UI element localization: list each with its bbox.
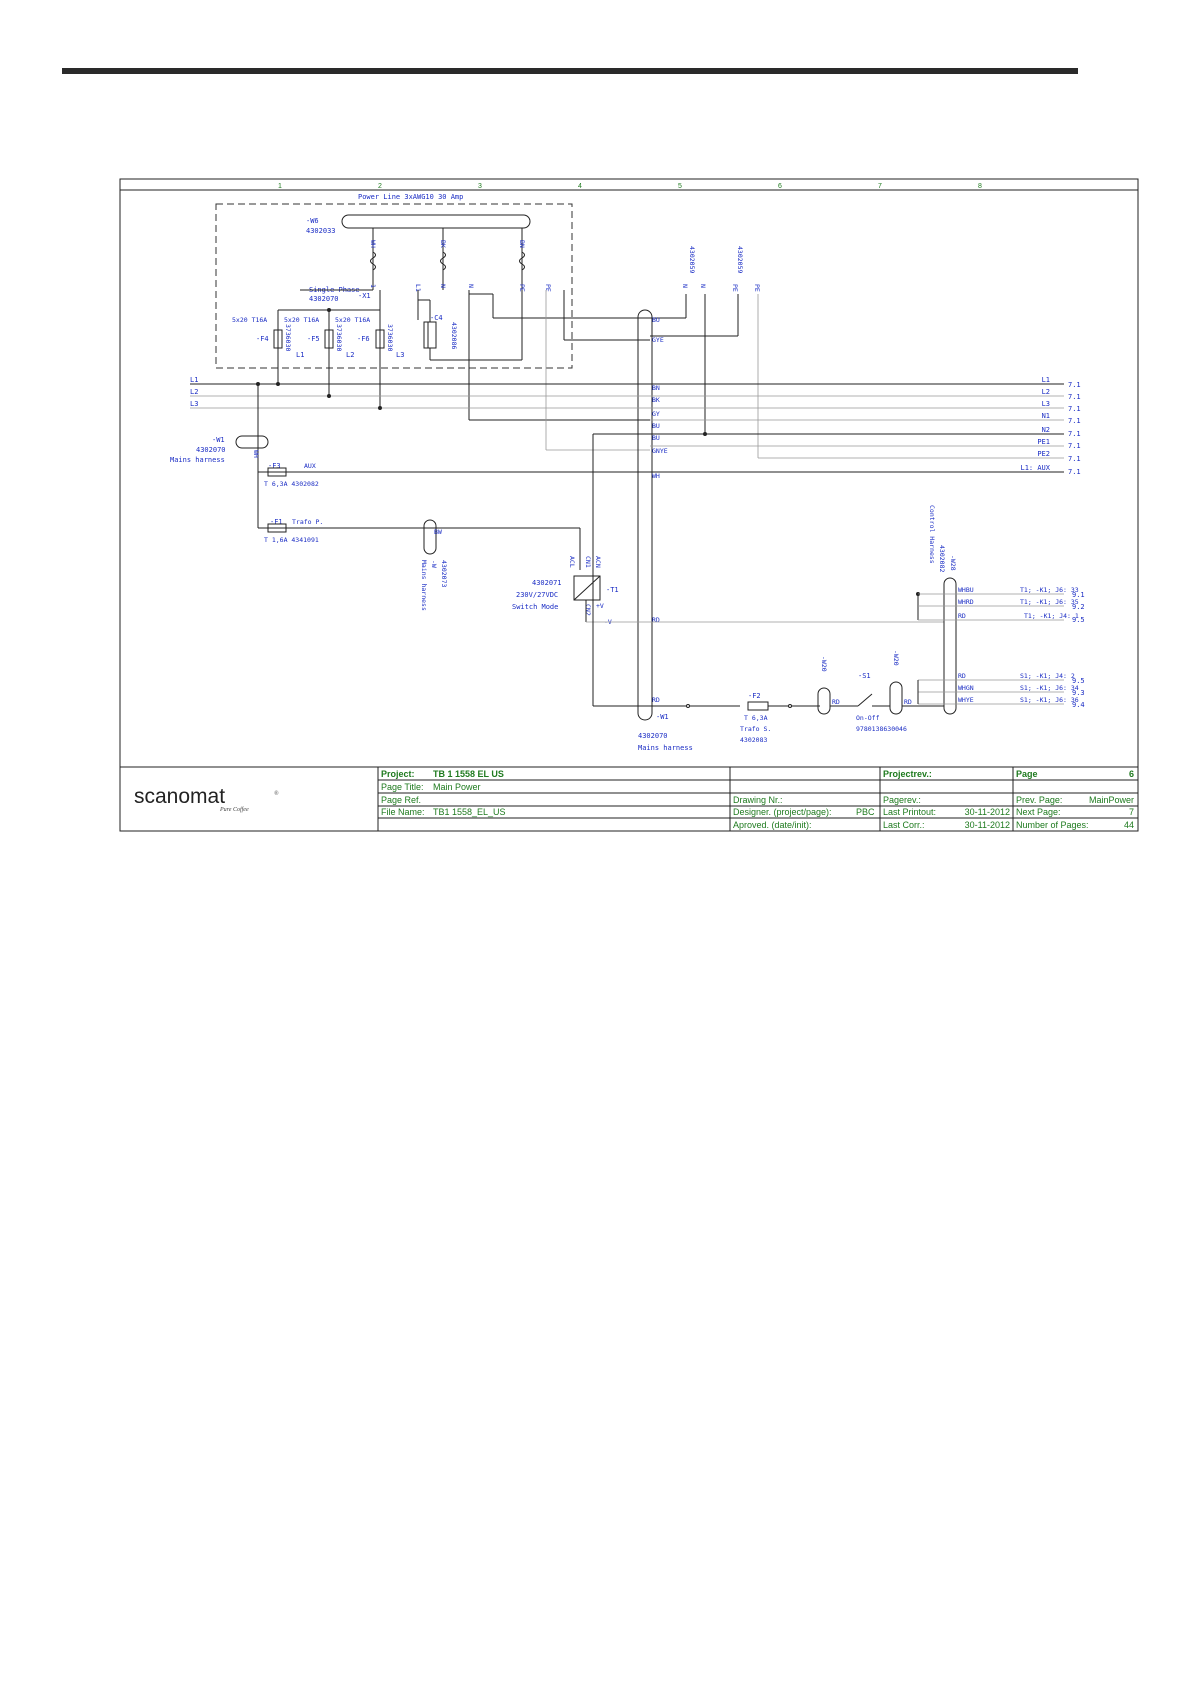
bus-ref: 7.1	[1068, 381, 1081, 389]
fuse-line: L2	[346, 351, 355, 359]
bus-name: L2	[190, 388, 199, 396]
bus-name: L3	[190, 400, 199, 408]
drawing-nr-label: Drawing Nr.:	[733, 795, 783, 805]
c4-ref: -C4	[430, 314, 443, 322]
fuse-ref: -F4	[256, 335, 269, 343]
bus-ref: 7.1	[1068, 468, 1081, 476]
control-ref: 9.1	[1072, 591, 1085, 599]
w1-wire: WH	[252, 450, 260, 458]
mains-harness-middle	[420, 520, 448, 611]
w6-ref: -W6	[306, 217, 319, 225]
fuse-rating: 5x20 T16A	[335, 316, 371, 324]
fuse-line: L1	[296, 351, 305, 359]
fuse-rating: 5x20 T16A	[232, 316, 268, 324]
control-wire: WHYE	[958, 696, 974, 704]
t1-pin: ACN	[594, 556, 602, 568]
harness-core: WH	[652, 472, 660, 480]
w28-name: Control Harness	[928, 505, 936, 564]
harness-core: BU	[652, 422, 660, 430]
bus-line-labels-right	[1020, 376, 1080, 476]
bus-ref: 7.1	[1068, 455, 1081, 463]
control-dest: S1; -K1; J6: 36	[1020, 696, 1079, 704]
side-part: 4302059	[736, 246, 744, 274]
c4-part: 4302086	[450, 322, 458, 350]
bus-name: PE2	[1037, 450, 1050, 458]
project-value: TB 1 1558 EL US	[433, 769, 504, 779]
w1-name: Mains harness	[170, 456, 225, 464]
last-corr-label: Last Corr.:	[883, 820, 925, 830]
column-number: 7	[878, 183, 882, 190]
fuse-f1	[258, 518, 580, 570]
f2-part: 4302083	[740, 736, 768, 744]
x1-ref: -X1	[358, 292, 371, 300]
control-ref: 9.2	[1072, 603, 1085, 611]
f1-spec: T 1,6A 4341091	[264, 536, 319, 544]
w28-ref: -W28	[949, 555, 957, 571]
control-dest: T1; -K1; J6: 35	[1020, 598, 1079, 606]
side-pin: N	[681, 284, 689, 288]
w1-ref: -W1	[212, 436, 225, 444]
control-wire: WHRD	[958, 598, 974, 606]
f3-spec: T 6,3A 4302082	[264, 480, 319, 488]
bus-name: L1	[1041, 376, 1050, 384]
fuse-part: 3736030	[386, 324, 394, 352]
t1-pin: CN2	[584, 604, 592, 616]
project-label: Project:	[381, 769, 415, 779]
page-label: Page	[1016, 769, 1038, 779]
drawing-frame	[120, 179, 1138, 831]
connector-ref: -W20	[820, 656, 828, 672]
f2-name: Trafo S.	[740, 725, 772, 733]
control-dest: S1; -K1; J4: 2	[1020, 672, 1075, 680]
mains-harness-w1-body	[638, 310, 652, 720]
w1-bottom-part: 4302070	[638, 732, 668, 740]
harness-core: BU	[652, 316, 660, 324]
control-ref: 9.4	[1072, 701, 1085, 709]
page-ref-label: Page Ref.	[381, 795, 422, 805]
harness-core: BN	[652, 384, 660, 392]
prev-page-label: Prev. Page:	[1016, 795, 1063, 805]
page-title-label: Page Title:	[381, 782, 424, 792]
x1-pin: PE	[518, 284, 526, 292]
x1-note: Single Phase	[309, 286, 360, 294]
num-pages-label: Number of Pages:	[1016, 820, 1089, 830]
projectrev-label: Projectrev.:	[883, 769, 932, 779]
bus-name: L2	[1041, 388, 1050, 396]
fuse-ref: -F5	[307, 335, 320, 343]
connector-pin: RD	[904, 698, 912, 706]
connector-ref: -W20	[892, 650, 900, 666]
designer-label: Designer. (project/page):	[733, 807, 832, 817]
harness-core: BU	[652, 434, 660, 442]
w6-core-label: WH	[369, 240, 377, 248]
control-wire: WHGN	[958, 684, 974, 692]
approved-label: Aproved. (date/init):	[733, 820, 812, 830]
f2-spec: T 6,3A	[744, 714, 768, 722]
column-number: 4	[578, 183, 582, 190]
w6-part: 4302033	[306, 227, 336, 235]
t1-part: 4302071	[532, 579, 562, 587]
f2-ref: -F2	[748, 692, 761, 700]
right-terminals	[650, 246, 761, 458]
t1-pin: ACL	[568, 556, 576, 568]
brand-tagline: Pure Coffee	[220, 807, 249, 813]
f3-ref: -F3	[268, 462, 281, 470]
fuse-rating: 5x20 T16A	[284, 316, 320, 324]
page-value: 6	[1128, 769, 1134, 779]
t1-pin: +V	[596, 602, 604, 610]
t1-spec: 230V/27VDC	[516, 591, 559, 599]
side-part: 4302059	[688, 246, 696, 274]
side-pin: N	[699, 284, 707, 288]
bus-name: L3	[1041, 400, 1050, 408]
w2-wire: BW	[434, 528, 442, 536]
w1-bottom-name: Mains harness	[638, 744, 693, 752]
harness-core: BK	[652, 396, 660, 404]
neutral-routing	[469, 290, 650, 450]
connector-pin: RD	[832, 698, 840, 706]
pagerev-label: Pagerev.:	[883, 795, 921, 805]
last-corr-value: 30-11-2012	[964, 820, 1010, 830]
power-cable-w6	[306, 215, 530, 290]
x1-pin: PE	[544, 284, 552, 292]
next-page-label: Next Page:	[1016, 807, 1061, 817]
bus-name: L1	[190, 376, 199, 384]
column-ruler	[278, 183, 982, 190]
t1-name: Switch Mode	[512, 603, 559, 611]
control-ref: 9.3	[1072, 689, 1085, 697]
bus-line-labels-left	[190, 376, 198, 408]
bus-ref: 7.1	[1068, 430, 1081, 438]
column-number: 5	[678, 183, 682, 190]
w1-part: 4302070	[196, 446, 226, 454]
harness-core: GNYE	[652, 447, 668, 455]
bus-ref: 7.1	[1068, 442, 1081, 450]
page-title-value: Main Power	[433, 782, 481, 792]
last-printout-label: Last Printout:	[883, 807, 937, 817]
harness-core: RD	[652, 696, 660, 704]
num-pages-value: 44	[1123, 820, 1134, 830]
x1-pin: L1	[414, 284, 422, 292]
harness-core: GYE	[652, 336, 664, 344]
x1-pin: N	[467, 284, 475, 288]
file-name-value: TB1 1558_EL_US	[433, 807, 506, 817]
title-block	[120, 767, 1138, 831]
harness-core-labels	[652, 316, 668, 704]
last-printout-value: 30-11-2012	[964, 807, 1010, 817]
f1-label: Trafo P.	[292, 518, 324, 526]
capacitor-c4	[418, 290, 522, 360]
w2-name: Mains harness	[420, 560, 428, 611]
fuse-part: 3736030	[284, 324, 292, 352]
bus-name: PE1	[1037, 438, 1050, 446]
bus-name: L1: AUX	[1020, 464, 1050, 472]
w28-part: 4302082	[938, 545, 946, 573]
brand-reg-mark: ®	[274, 791, 279, 797]
fuse-ref: -F6	[357, 335, 370, 343]
x1-part: 4302070	[309, 295, 339, 303]
f3-label: AUX	[304, 462, 316, 470]
harness-core: GY	[652, 410, 660, 418]
bus-ref: 7.1	[1068, 417, 1081, 425]
w6-core-label: BK	[439, 240, 447, 248]
w6-core-label: BN	[518, 240, 526, 248]
bus-lines	[190, 382, 1064, 600]
control-harness-w28	[916, 505, 1064, 714]
next-page-value: 7	[1128, 807, 1134, 817]
control-ref: 9.5	[1072, 677, 1085, 685]
control-wire: RD	[958, 612, 966, 620]
prev-page-value: MainPower	[1088, 795, 1134, 805]
control-wire-labels	[958, 586, 1085, 709]
w2-part: 4302073	[440, 560, 448, 588]
control-dest: S1; -K1; J6: 34	[1020, 684, 1079, 692]
control-dest: T1; -K1; J4: 1	[1024, 612, 1079, 620]
s1-ref: -S1	[858, 672, 871, 680]
designer-value: PBC	[856, 807, 875, 817]
side-pin: PE	[731, 284, 739, 292]
f1-ref: -F1	[270, 518, 283, 526]
control-wire: RD	[958, 672, 966, 680]
x1-pin: 1	[369, 284, 377, 288]
x1-pin: N	[439, 284, 447, 288]
control-wire: WHBU	[958, 586, 974, 594]
switch-mode-psu-t1	[512, 556, 944, 706]
fuse-line: L3	[396, 351, 405, 359]
brand-logo: scanomat	[134, 785, 226, 808]
harness-core: RD	[652, 616, 660, 624]
control-ref: 9.5	[1072, 616, 1085, 624]
column-number: 3	[478, 183, 482, 190]
fuse-part: 3736030	[335, 324, 343, 352]
w1-bottom-ref: -W1	[656, 713, 669, 721]
file-name-label: File Name:	[381, 807, 425, 817]
mains-harness-w1	[170, 436, 268, 464]
t1-pin: -V	[604, 618, 612, 626]
w2-ref: -W	[430, 560, 438, 568]
column-number: 8	[978, 183, 982, 190]
bottom-circuit	[593, 650, 944, 744]
column-number: 6	[778, 183, 782, 190]
bus-name: N2	[1041, 426, 1050, 434]
bus-ref: 7.1	[1068, 405, 1081, 413]
t1-ref: -T1	[606, 586, 619, 594]
s1-part: 9780138630046	[856, 725, 907, 733]
bus-ref: 7.1	[1068, 393, 1081, 401]
side-pin: PE	[753, 284, 761, 292]
s1-name: On-Off	[856, 714, 880, 722]
column-number: 2	[378, 183, 382, 190]
bus-name: N1	[1041, 412, 1050, 420]
column-number: 1	[278, 183, 282, 190]
t1-pin: CN1	[584, 556, 592, 568]
power-line-title: Power Line 3xAWG10 30 Amp	[358, 193, 464, 201]
control-dest: T1; -K1; J6: 33	[1020, 586, 1079, 594]
fuse-f3	[264, 462, 319, 488]
